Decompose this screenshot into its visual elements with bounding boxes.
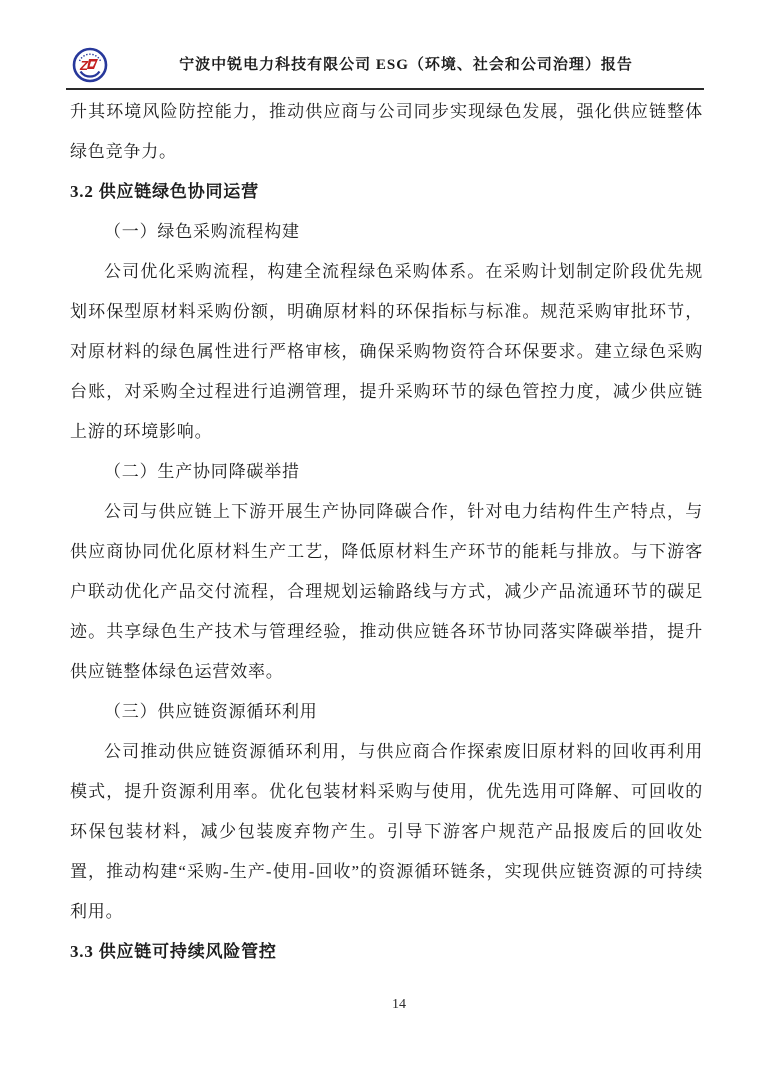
document-body	[70, 92, 703, 972]
page-header	[66, 44, 704, 90]
subheading-resource-recycling: （三）供应链资源循环利用	[104, 702, 318, 721]
paragraph-green-procurement: 公司优化采购流程，构建全流程绿色采购体系。在采购计划制定阶段优先规划环保型原材料采购份额，明确原材料的环保指标与标准。规范采购审批环节，对原材料的绿色属性进行严格审核，确保采购物资符合环保要求。建立绿色采购台账，对采购全过程进行追溯管理，提升采购环节的绿色管控力度，减少供应链上游的环境影响。	[70, 262, 703, 441]
page-number: 14	[392, 997, 406, 1012]
header-title: 宁波中锐电力科技有限公司 ESG（环境、社会和公司治理）报告	[179, 56, 633, 73]
page-footer	[0, 997, 768, 1013]
subheading-production-carbon: （二）生产协同降碳举措	[104, 462, 300, 481]
company-logo-icon	[72, 47, 108, 83]
section-heading-3-2: 3.2 供应链绿色协同运营	[70, 182, 259, 201]
paragraph-continuation: 升其环境风险防控能力，推动供应商与公司同步实现绿色发展，强化供应链整体绿色竞争力。	[70, 102, 703, 161]
paragraph-resource-recycling: 公司推动供应链资源循环利用，与供应商合作探索废旧原材料的回收再利用模式，提升资源利用率。优化包装材料采购与使用，优先选用可降解、可回收的环保包装材料，减少包装废弃物产生。引导下游客户规范产品报废后的回收处置，推动构建“采购-生产-使用-回收”的资源循环链条，实现供应链资源的可持续利用。	[70, 742, 703, 921]
subheading-green-procurement: （一）绿色采购流程构建	[104, 222, 300, 241]
paragraph-production-carbon: 公司与供应链上下游开展生产协同降碳合作，针对电力结构件生产特点，与供应商协同优化原材料生产工艺，降低原材料生产环节的能耗与排放。与下游客户联动优化产品交付流程，合理规划运输路线与方式，减少产品流通环节的碳足迹。共享绿色生产技术与管理经验，推动供应链各环节协同落实降碳举措，提升供应链整体绿色运营效率。	[70, 502, 703, 681]
svg-text:Z: Z	[80, 58, 88, 73]
section-heading-3-3: 3.3 供应链可持续风险管控	[70, 942, 277, 961]
